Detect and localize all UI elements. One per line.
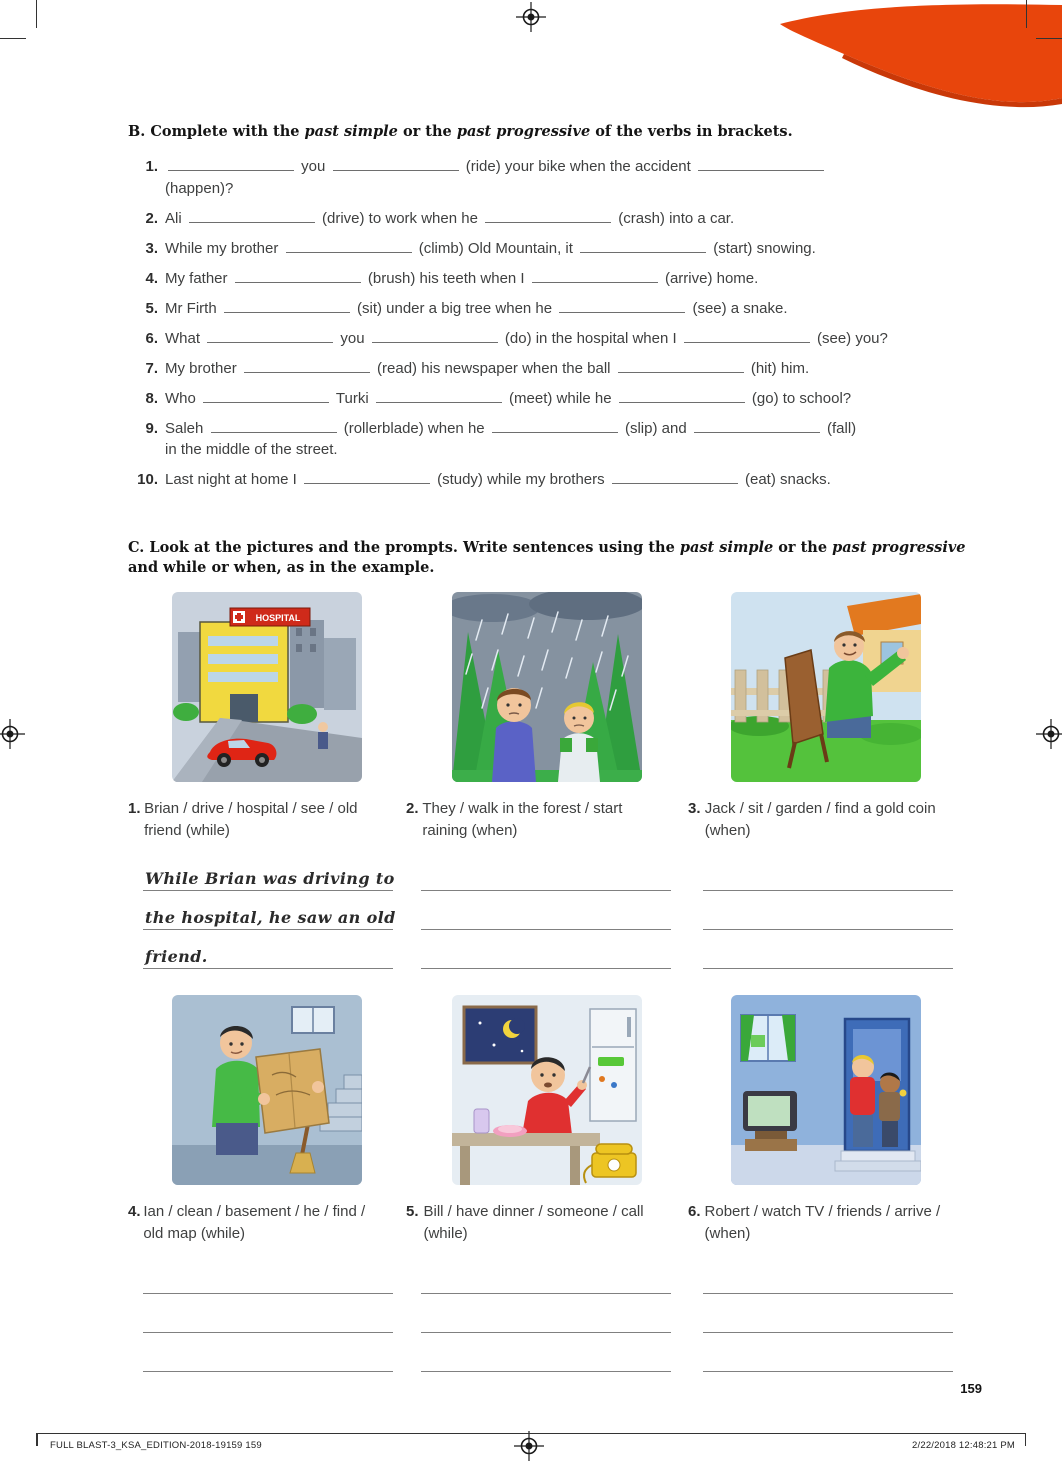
sentence-text: Saleh (rollerblade) when he (slip) and (fall) xyxy=(165,419,857,437)
answer-blank[interactable] xyxy=(224,299,350,313)
answer-blank[interactable] xyxy=(559,299,685,313)
garden-chair-scene-illustration xyxy=(731,592,921,782)
answer-line[interactable] xyxy=(421,891,671,930)
prompt-text: They / walk in the forest / start raining (when) xyxy=(422,800,623,839)
sentence-text: What you (do) in the hospital when I (see) you? xyxy=(165,329,888,347)
crop-mark-right-horizontal xyxy=(1036,38,1062,39)
exercise-b-item xyxy=(128,388,966,410)
exercise-c-item-4 xyxy=(128,1201,406,1372)
sentence-text: Ali (drive) to work when he (crash) into a car. xyxy=(165,209,735,227)
answer-blank[interactable] xyxy=(372,329,498,343)
exercise-c-item-2 xyxy=(406,798,688,969)
answer-blank[interactable] xyxy=(698,157,824,171)
exercise-b-list xyxy=(128,156,966,491)
registration-mark-left xyxy=(0,714,30,754)
pictures-row-1 xyxy=(128,592,966,782)
item-number: 1. xyxy=(128,800,141,817)
exercise-b-item xyxy=(128,298,966,320)
answer-line[interactable] xyxy=(703,1294,953,1333)
answer-blank[interactable] xyxy=(684,329,810,343)
example-answer-text: While Brian was driving to xyxy=(145,869,395,888)
sentence-text-continued: (happen)? xyxy=(165,179,234,197)
footer-rule xyxy=(36,1433,1026,1434)
answer-blank[interactable] xyxy=(333,157,459,171)
item-number: 4. xyxy=(128,1203,141,1220)
item-number: 1. xyxy=(145,158,158,175)
answer-blank[interactable] xyxy=(304,470,430,484)
answer-blank[interactable] xyxy=(168,157,294,171)
sentence-text: you (ride) your bike when the accident xyxy=(165,158,827,175)
sentence-text: Who Turki (meet) while he (go) to school? xyxy=(165,389,852,407)
tv-friends-scene-illustration xyxy=(731,995,921,1185)
answer-blank[interactable] xyxy=(485,209,611,223)
dinner-phone-scene-illustration xyxy=(452,995,642,1185)
answer-blank[interactable] xyxy=(211,419,337,433)
answer-blank[interactable] xyxy=(492,419,618,433)
pictures-row-2 xyxy=(128,995,966,1185)
item-number: 6. xyxy=(688,1203,701,1220)
prompts-row-1 xyxy=(128,798,966,969)
item-number: 2. xyxy=(406,800,419,817)
basement-map-scene-illustration xyxy=(172,995,362,1185)
answer-blank[interactable] xyxy=(619,389,745,403)
item-number: 10. xyxy=(137,471,158,488)
example-answer-text: the hospital, he saw an old xyxy=(145,908,396,927)
answer-line[interactable] xyxy=(703,930,953,969)
footer-left-text: FULL BLAST-3_KSA_EDITION-2018-19159 159 xyxy=(50,1440,262,1451)
exercise-c-item-5 xyxy=(406,1201,688,1372)
prompt-text: Brian / drive / hospital / see / old friend (while) xyxy=(144,800,358,839)
answer-blank[interactable] xyxy=(694,419,820,433)
answer-line[interactable] xyxy=(143,852,393,891)
answer-blank[interactable] xyxy=(207,329,333,343)
exercise-c-heading: C. Look at the pictures and the prompts. Write sentences using the past simple or the past progressive and while or when, as in the example. xyxy=(128,539,966,576)
sentence-text: While my brother (climb) Old Mountain, it (start) snowing. xyxy=(165,239,816,257)
registration-mark-right xyxy=(1031,714,1062,754)
exercise-c-section xyxy=(128,538,966,1372)
item-number: 4. xyxy=(145,269,158,287)
sentence-text: Mr Firth (sit) under a big tree when he (see) a snake. xyxy=(165,299,788,317)
crop-mark-top-left-vertical xyxy=(36,0,37,28)
exercise-c-item-6 xyxy=(688,1201,963,1372)
exercise-c-item-1 xyxy=(128,798,406,969)
answer-line[interactable] xyxy=(421,1255,671,1294)
answer-blank[interactable] xyxy=(235,269,361,283)
item-number: 7. xyxy=(145,359,158,377)
answer-blank[interactable] xyxy=(189,209,315,223)
exercise-b-item xyxy=(128,418,966,461)
answer-blank[interactable] xyxy=(286,239,412,253)
footer xyxy=(50,1440,1015,1451)
answer-blank[interactable] xyxy=(532,269,658,283)
svg-text:HOSPITAL: HOSPITAL xyxy=(255,613,301,623)
answer-line[interactable] xyxy=(703,891,953,930)
exercise-c-item-3 xyxy=(688,798,963,969)
answer-line[interactable] xyxy=(143,1255,393,1294)
crop-mark-top-right-vertical xyxy=(1026,0,1027,28)
answer-line[interactable] xyxy=(703,852,953,891)
exercise-b-item xyxy=(128,238,966,260)
prompt-text: Jack / sit / garden / find a gold coin (when) xyxy=(704,800,936,839)
prompt-text: Robert / watch TV / friends / arrive / (when) xyxy=(704,1203,941,1242)
crop-mark-left-horizontal xyxy=(0,38,26,39)
exercise-b-item xyxy=(128,328,966,350)
forest-rain-scene-illustration xyxy=(452,592,642,782)
prompts-row-2 xyxy=(128,1201,966,1372)
sentence-text: My brother (read) his newspaper when the ball (hit) him. xyxy=(165,359,810,377)
sentence-text: My father (brush) his teeth when I (arrive) home. xyxy=(165,269,759,287)
exercise-b-heading: B. Complete with the past simple or the past progressive of the verbs in brackets. xyxy=(128,123,793,140)
answer-blank[interactable] xyxy=(376,389,502,403)
exercise-b-item xyxy=(128,469,966,491)
item-number: 5. xyxy=(406,1203,419,1220)
registration-mark-top xyxy=(511,0,551,37)
exercise-b-section xyxy=(128,122,966,499)
answer-blank[interactable] xyxy=(580,239,706,253)
answer-line[interactable] xyxy=(421,930,671,969)
prompt-text: Bill / have dinner / someone / call (while) xyxy=(423,1203,644,1242)
answer-line[interactable] xyxy=(143,891,396,930)
answer-line[interactable] xyxy=(703,1333,953,1372)
answer-blank[interactable] xyxy=(244,359,370,373)
hospital-drive-scene-illustration xyxy=(172,592,362,782)
footer-right-text: 2/22/2018 12:48:21 PM xyxy=(912,1440,1015,1451)
answer-line[interactable] xyxy=(703,1255,953,1294)
exercise-b-item xyxy=(128,358,966,380)
item-number: 2. xyxy=(145,209,158,227)
example-answer-text: friend. xyxy=(145,947,208,966)
page-number: 159 xyxy=(960,1381,982,1396)
answer-line[interactable] xyxy=(421,1294,671,1333)
answer-line[interactable] xyxy=(143,930,393,969)
answer-line[interactable] xyxy=(421,1333,671,1372)
item-number: 6. xyxy=(145,329,158,347)
item-number: 9. xyxy=(145,419,158,437)
orange-swoosh-decoration xyxy=(772,0,1062,115)
answer-blank[interactable] xyxy=(203,389,329,403)
exercise-b-item xyxy=(128,156,966,199)
answer-blank[interactable] xyxy=(618,359,744,373)
item-number: 3. xyxy=(688,800,701,817)
exercise-b-item xyxy=(128,268,966,290)
prompt-text: Ian / clean / basement / he / find / old map (while) xyxy=(143,1203,366,1242)
sentence-text: Last night at home I (study) while my brothers (eat) snacks. xyxy=(165,471,831,488)
answer-blank[interactable] xyxy=(612,470,738,484)
exercise-b-item xyxy=(128,208,966,230)
item-number: 5. xyxy=(145,299,158,317)
answer-line[interactable] xyxy=(143,1333,393,1372)
item-number: 8. xyxy=(145,389,158,407)
answer-line[interactable] xyxy=(143,1294,393,1333)
answer-line[interactable] xyxy=(421,852,671,891)
item-number: 3. xyxy=(145,239,158,257)
sentence-text-continued: in the middle of the street. xyxy=(165,441,338,458)
